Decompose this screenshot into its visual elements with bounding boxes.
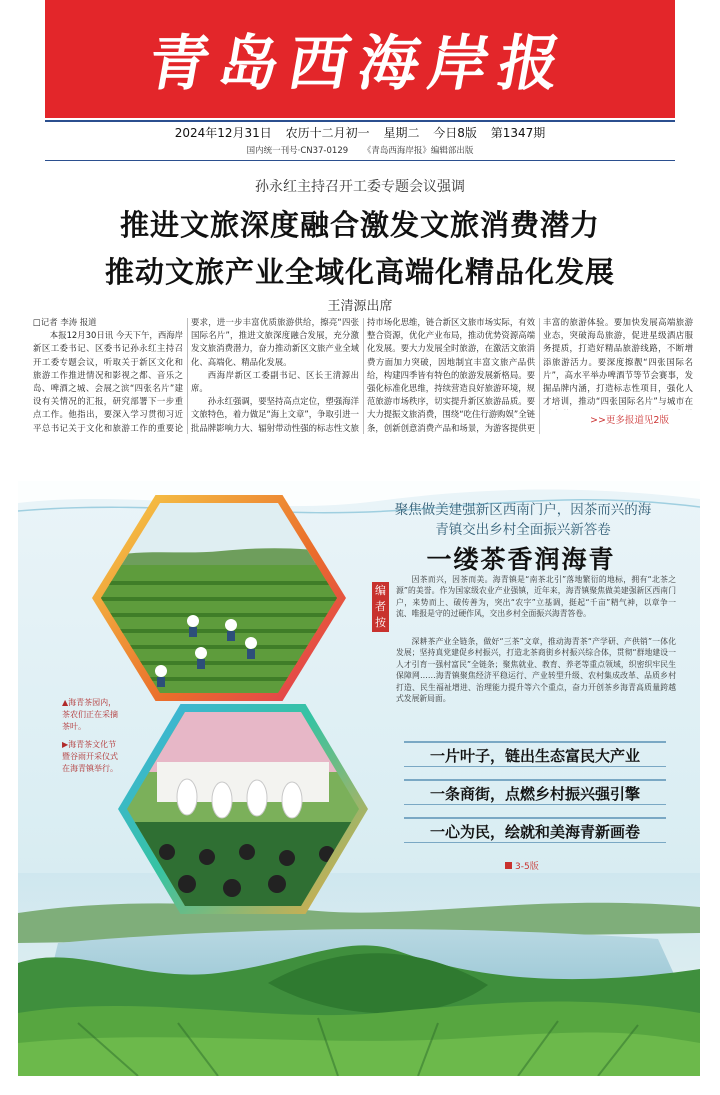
tea-garden-photo	[101, 503, 337, 693]
lead-headline-2: 推动文旅产业全域化高端化精品化发展	[104, 255, 615, 289]
aerial-tea-hills-photo	[18, 873, 700, 1076]
subhead-2-text: 一条商街，点燃乡村振兴强引擎	[429, 785, 640, 803]
subhead-1	[404, 741, 666, 767]
photo-caption-2: ▶海青茶文化节暨谷雨开采仪式在海青镇举行。	[62, 740, 118, 773]
edition-count: 今日8版	[433, 126, 477, 140]
editor-note-paragraph-2	[396, 636, 676, 704]
page-reference-text: 3-5版	[515, 862, 539, 872]
dateline	[45, 124, 675, 141]
page-reference[interactable]	[505, 859, 539, 872]
weekday: 星期二	[383, 126, 420, 140]
photo-caption-1: ▲海青茶园内，茶农们正在采摘茶叶。	[62, 698, 118, 731]
lead-column-2	[191, 316, 359, 436]
lead-byline: 王清源出席	[327, 299, 393, 314]
subhead-3	[404, 817, 666, 843]
reporter-credit: □记者 李涛 报道	[33, 317, 97, 327]
dateline-rule	[45, 160, 675, 161]
publisher: 《青岛西海岸报》编辑部出版	[362, 146, 474, 156]
article-paragraph: 要求，进一步丰富优质旅游供给，擦亮“四张国际名片”，推进文旅深度融合发展，充分激发文旅消费潜力，奋力推动新区文旅产业全域化、高端化、精品化发展。	[191, 317, 359, 367]
publication-info	[45, 144, 675, 156]
article-paragraph: 本报12月30日讯 今天下午，西海岸新区工委书记、区委书记孙永红主持召开工委专题会议，听取关于新区文化和旅游工作推进情况和影视之都、音乐之岛、啤酒之城、会展之滨“四张名片”建设有关情况的汇报，研究部署下一步重点工作。他指出，要深入学习贯彻习近平总书记关于文化和旅游工作的重要论	[33, 330, 183, 433]
column-divider	[539, 318, 540, 434]
editor-note-tag: 编者按	[372, 582, 389, 632]
tea-festival-photo	[127, 712, 359, 906]
more-reports-link[interactable]: >>更多报道见2版	[590, 415, 669, 426]
feature-title: 一缕茶香润海青	[426, 545, 616, 574]
issue-date: 2024年12月31日	[174, 126, 272, 140]
masthead	[45, 0, 675, 118]
column-divider	[363, 318, 364, 434]
lead-kicker: 孙永红主持召开工委专题会议强调	[255, 179, 465, 195]
feature-teaser: 聚焦做美建强新区西南门户，因茶而兴的海青镇交出乡村全面振兴新答卷	[394, 502, 652, 538]
column-divider	[187, 318, 188, 434]
masthead-rule	[45, 120, 675, 122]
lunar-date: 农历十二月初一	[285, 126, 370, 140]
lead-column-4	[543, 316, 693, 410]
article-paragraph: 丰富的旅游体验。要加快发展高端旅游业态，突破海岛旅游，促进星级酒店服务提质，打造好精品旅游线路，不断增添旅游活力。要深度擦靓“四张国际名片”，高水平举办啤酒节等节会赛事，发掘品牌内涵，打造标志性项目，强化人才培训，推动“四张国际名片”与城市在	[543, 317, 693, 407]
article-paragraph: 因茶而兴，因茶而美。海青镇是“南茶北引”落地繁衍的地标，拥有“北茶之源”的美誉。作为国家级农业产业强镇，近年来，海青镇聚焦做美建强新区西南门户，来势而上、破传善为，突出“农字”立基调，挺起“千亩”精气神，以章争一流、唯报是守的过硬作风，交出乡村全面振兴海青答卷。	[396, 575, 676, 619]
newspaper-title: 青岛西海岸报	[142, 29, 576, 99]
subhead-1-text: 一片叶子，链出生态富民大产业	[429, 747, 640, 765]
article-paragraph: 持市场化思维，链合新区文旅市场实际，有效整合资源，优化产业布局，推动优势资源高端化发展。要大力发展全时旅游，在激活文旅消费方面加力突破，因地制宜丰富文旅产品供给，构建四季皆有特色的旅游发展新格局。要强化标准化思维，持续营造良好旅游环境，规范旅游市场秩序，切实提升新区旅游品质。要大力提振文旅消费，围绕“吃住行游购娱”全链条，创新创意消费产品和场景，为游客提供更	[367, 317, 535, 433]
article-paragraph: 孙永红强调，要坚持高点定位，塑强海洋文旅特色，着力做足“海上文章”，争取引进一批品牌影响力大、辐射带动性强的标志性文旅	[191, 396, 359, 433]
lead-headline-1: 推进文旅深度融合激发文旅消费潜力	[119, 208, 600, 242]
tea-picking-scene	[101, 503, 337, 693]
festival-stage-scene	[127, 712, 359, 906]
article-paragraph: 西海岸新区工委副书记、区长王清源出席。	[191, 369, 359, 394]
subhead-2	[404, 779, 666, 805]
square-bullet-icon	[505, 862, 512, 869]
subhead-3-text: 一心为民，绘就和美海青新画卷	[429, 823, 640, 841]
cn-number: 国内统一刊号·CN37-0129	[246, 146, 349, 156]
lead-column-1	[33, 316, 183, 436]
article-paragraph: 深耕茶产业全链条，做好“三茶”文章，推动海青茶“产学研、产供销”一体化发展；坚持真党建促乡村振兴，打造北茶商街乡村振兴综合体，贯彻“群地建设一人才引育一强村富民”全链条；聚焦就业、教育、养老等重点领域，织密织牢民生保障网……海青镇聚焦经济平稳运行、产业转型升级、农村集成改革、品质乡村打造、民生福祉增进、治理能力提升等六个重点，奋力开创茶乡海青高质量跨越式发展新局面。	[396, 637, 676, 704]
editor-note-paragraph-1	[396, 574, 676, 620]
issue-number: 第1347期	[490, 126, 546, 140]
lead-column-3	[367, 316, 535, 436]
